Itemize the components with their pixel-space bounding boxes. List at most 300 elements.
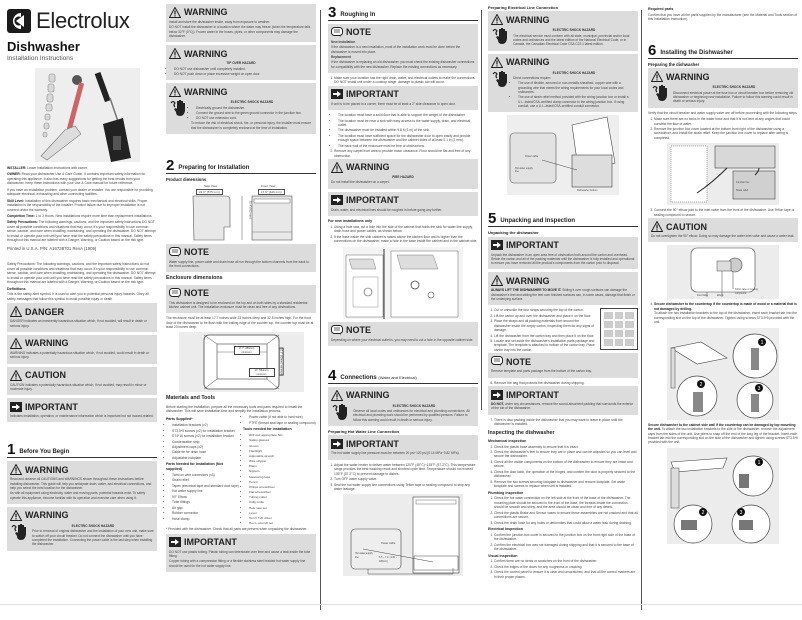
definitions-title: Definitions: [7, 286, 26, 291]
note-text: Depending on where your electrical outlet is, you may need to cut a hole in the opposite cabinet side.: [331, 337, 474, 342]
electrical-connection-figure: [507, 115, 619, 195]
alert-triangle-icon: [491, 14, 503, 25]
warning-title: WARNING: [506, 275, 550, 286]
callout-1: 1: [760, 339, 764, 346]
column-divider: [641, 10, 642, 610]
section-title: Before You Begin: [19, 449, 70, 456]
teflon-label: Teflon tape or sealing compound: [735, 288, 758, 295]
note-icon: [169, 288, 181, 299]
alert-triangle-icon: [10, 338, 22, 349]
warning-title: WARNING: [184, 86, 228, 97]
list-item: • Hole saw set: [249, 506, 316, 510]
side-mount-lead: Secure dishwasher to the cabinet side wall if the countertop can be damaged by top mounting the unit.: [648, 422, 796, 432]
inspecting-title: Inspecting the dishwasher: [488, 429, 555, 436]
parts-supplied-title: Parts Supplied*: [166, 417, 193, 422]
list-item: • Flat screwdriver: [249, 490, 316, 494]
warning-title: WARNING: [25, 464, 69, 475]
carton-figure: [600, 308, 638, 350]
warning-text: Observe all local codes and ordinances for electrical and plumbing connections. All electrical and plumbing work should be performed by qualified persons. Failure to follow this warning could result in death or serious injury.: [353, 409, 470, 422]
roughing-note-box: [328, 24, 478, 73]
warning-text-2: As with all equipment using electricity, water and moving parts, potential hazards exist. To safely operate this appliance, become familiar with its operation and exercise care when using it.: [10, 491, 146, 500]
step-1: 1. Make sure your location has the right drain, water, and electrical outlets to make the connections. DO NOT install unit under a cooktop range, damage to plastic tub will occur.: [334, 76, 478, 85]
list-item: 1. Confirm the junction box cover is secured to the junction box on the front right side of the base of the dishwasher.: [494, 533, 638, 542]
countertop-bracket-figure: [667, 328, 779, 420]
height-dimension: 32.4" (822 mm): [248, 200, 252, 219]
warning-text: Sliding it over rough surfaces can damage the dishwasher's feet and sliding the feet over finished surfaces can, in some cases, damage that finish or the underlying surface.: [491, 288, 635, 302]
note-title: NOTE: [506, 356, 532, 367]
warning-text-2: DO NOT install the dishwasher in a location where the water may freeze (when the temperature falls below 32°F (0°C)). Frozen water in the hoses, pipes, or other components may damage the dishwasher.: [169, 25, 311, 38]
visual-inspection-title: Visual inspection: [488, 553, 518, 558]
parts-supplied-list: [172, 423, 239, 460]
parts-extra-list: [249, 415, 316, 425]
alert-triangle-icon: [169, 48, 181, 59]
important-text: DO NOT use plastic tubing. Plastic tubing can deteriorate over time and cause a leak inside the tube fitting.: [169, 549, 311, 559]
important-title: IMPORTANT: [25, 401, 78, 412]
list-item: • Adjustment caps (x2): [172, 445, 239, 449]
required-parts-text: Confirm that you have all the parts supplied by the manufacturer (see the Material and Tools section of this Installation Instruction).: [648, 12, 798, 22]
mechanical-inspection-title: Mechanical inspection: [488, 438, 527, 443]
list-item: • ST3.5*9 screws (x2) for installation bracket: [172, 429, 239, 433]
page-3: [325, 0, 485, 620]
side-width-dimension: 22.6" (575 mm): [196, 189, 223, 195]
list-item: • Power cable (if not able to hard wire): [249, 415, 316, 419]
step-2: 2. Lift the carton up and over the dishwasher and place it on the floor.: [494, 314, 596, 318]
hazard-subtitle: ELECTRIC SHOCK HAZARD: [552, 70, 596, 75]
list-item: • Pliers: [249, 464, 316, 468]
callout-1: 1: [757, 459, 761, 466]
inlet-valve-figure: [667, 245, 779, 299]
important-text: Drain, water, and electrical lines should be roughed in before going any further.: [331, 207, 443, 212]
arrow-right-icon: [331, 439, 343, 449]
warning-text: Install and store the dishwasher inside, away from exposure to weather.: [169, 20, 270, 24]
hazard-subtitle: ELECTRIC SHOCK HAZARD: [71, 524, 115, 529]
tip-over-warning-box: [166, 45, 316, 80]
weather-warning-box: [166, 4, 316, 42]
unpacking-title: Unpacking the dishwasher: [488, 230, 539, 236]
danger-definition-box: [7, 303, 157, 332]
list-item: • Cable tie for drain hose: [172, 450, 239, 454]
list-item: • Air gap: [172, 506, 239, 510]
section-5-header: [488, 212, 638, 227]
note-title: NOTE: [184, 247, 210, 258]
caution-definition-box: [7, 367, 157, 396]
hot-water-line-label: Hot water supply line: [515, 167, 533, 174]
before-shock-warning-box: [7, 507, 157, 551]
important-title: IMPORTANT: [346, 89, 399, 100]
important-text: Unpack the dishwasher in an open area free of obstruction both around the carton and overhead. Retain the carton and all of the packing materials until the dishwasher is fully installed and operational to ensure you have removed all the product's components from the carton prior to disposal.: [491, 252, 635, 266]
time-text: 1 to 3 Hours. New installations require more time than replacement installations.: [35, 213, 153, 218]
list-item: • DO NOT push down or place excessive weight on open door.: [174, 72, 313, 76]
section-number: 3: [328, 4, 337, 21]
installer-label: INSTALLER:: [7, 166, 27, 170]
step-1: 1. Adjust the water heater to deliver water between 120°F (49°C)~135°F (57.2°C). This temperature range provides the best washing result and shortest cycle time. Temperature should not exceed 135°F (57.2°C) to prevent damage to dishes.: [334, 463, 478, 476]
list-item: • DO NOT use dishwasher until completely installed.: [174, 67, 313, 71]
template-note-box: [488, 353, 638, 377]
section-title: Roughing In: [340, 11, 376, 18]
warning-title: WARNING: [506, 14, 550, 25]
step-1: 1. Make sure there are no kinks in the water hose and that it is not bent at any angles that could constrict the flow of water.: [654, 117, 798, 126]
parts-needed-title: Parts Needed for Installation (Not supplied): [166, 462, 223, 472]
preparing-dishwasher-title: Preparing the dishwasher: [648, 61, 700, 67]
section-number: 5: [488, 210, 497, 228]
materials-text: Before starting the installation, prepare all the necessary tools and parts required to install the dishwasher. This will save installation time and simplify the installation process.: [166, 404, 303, 414]
list-item: • Hex L-wrench set: [249, 521, 316, 525]
list-item: • The back wall of the enclosure must be free of obstructions.: [338, 144, 478, 148]
inlet-valve-label: Inlet Valve: [697, 294, 708, 298]
page-bottom-divider: [0, 604, 802, 605]
note-text: This dishwasher is designed to be enclosed on the top and on both sides by a standard residential kitchen cabinet unit. The installation enclosure must be clean and free of any obstructions.: [169, 300, 308, 309]
owner-text: Read your dishwasher Use & Care Guide. It contains important safety information for operating this appliance. It also has many suggestions for getting the best results from your dishwasher. Keep these instructions with your Use & Care manual for future reference.: [7, 172, 146, 186]
arrow-right-icon: [331, 195, 343, 205]
warning-title: WARNING: [25, 510, 69, 521]
page-cover: [0, 0, 160, 620]
caution-text: CAUTION indicates a potentially hazardous situation which, if not avoided, may result in minor or moderate injury.: [10, 382, 147, 391]
hazard-subtitle: ELECTRIC SHOCK HAZARD: [392, 403, 436, 408]
document-subtitle: Installation Instructions: [7, 55, 74, 63]
front-width-dimension: 17.6" (446 mm): [258, 189, 285, 195]
list-item: • 90° Elbow: [172, 495, 239, 499]
step-3: 3. Connect the 90° elbow joint to the inlet valve from the front of the dishwasher. Use Teflon tape or sealing compound to secure.: [654, 208, 798, 217]
pressure-important-box: [328, 435, 478, 459]
electric-shock-hand-icon: [491, 27, 511, 45]
alert-triangle-icon: [10, 370, 22, 381]
note-enclosure-box: [166, 285, 316, 314]
front-view-label: Front View: [261, 183, 276, 188]
distance-label: 5.5 ~ 7 in. (140 ~ 180mm): [379, 556, 398, 563]
hazard-subtitle: ELECTRIC SHOCK HAZARD: [552, 28, 596, 33]
list-item: • The use of flexible, armored or non-metallic sheathed, copper wire with a grounding wire that meets the wiring requirements for your local codes and ordinances.: [518, 81, 635, 94]
warning-text: Do not install the dishwasher on a carpet.: [331, 180, 390, 185]
power-cable-label: Power cable: [525, 155, 539, 159]
list-item: • Pencil: [249, 480, 316, 484]
column-divider: [481, 10, 482, 410]
arrow-right-icon: [491, 240, 503, 250]
important-text-2: Copper tubing with a compression fitting or a flexible stainless steel braided hot water supply line should be used for the hot water supply line.: [169, 559, 306, 568]
warning-text: The electrical service must conform with all state, municipal, provincial and/or local codes and ordinances and the latest edition of the National Electrical Code, or in Canada, the Canadian Electrical Code CSA C22.1 latest edition.: [513, 33, 630, 47]
step-4-lead: Secure dishwasher to the countertop if the countertop is made of wood or a material that is not damaged by drilling.: [654, 302, 797, 311]
warning-text: Prior to removal of original dishwasher and the installation of your new unit, make sure to switch off your circuit breaker. Do not connect the dishwasher until you have completed the installation. Connecting the power cable is the last step when installing the dishwasher.: [32, 529, 154, 547]
step-5: 5. Locate and set aside the dishwasher's installation parts package and template. The template is attached to bottom of the carton tray. Place carton tray into the carton.: [494, 339, 596, 352]
electric-shock-hand-icon: [651, 84, 671, 102]
precautions-repeat: Safety Precautions: The following warnings, cautions, and the important safety instructions do not cover all possible conditions and situations that may occur. It's your responsibility to use common sense, caution, and care when installing, maintaining, and operating the dishwasher. DO NOT attempt to install or operate your unit until you have read the safety precautions in this manual. Safety items throughout this manual are labeled with a Danger, Warning, or Caution based on the risk type.: [7, 262, 156, 285]
strain-relief-label: Strain relief: [736, 189, 749, 193]
list-item: • Safety glasses: [249, 438, 316, 442]
new-installations-title: For new installations only: [328, 218, 373, 223]
section-number: 6: [648, 41, 657, 59]
list-item: • Wire stripper: [249, 459, 316, 463]
list-item: • Level: [249, 511, 316, 515]
list-item: 1. Check the hot water connection on the left side at the front of the base of the dishwasher. The mounting plate should be secured to the front of the base, the threads inside the connection should be smooth and shiny, and the area should be clean and free of any debris.: [494, 496, 638, 509]
section-number: 2: [166, 157, 175, 175]
power-disconnect-warning-box: [648, 68, 798, 107]
warning-text: WARNING indicates a potentially hazardous situation which, if not avoided, could result in death or serious injury.: [10, 350, 149, 360]
step-3: 3. Seal the hot water supply line connections using Teflon tape or sealing compound to stop any water leakage.: [334, 483, 478, 492]
warning-title: WARNING: [25, 338, 69, 349]
step-3: 3. Place the straps and all packing materials from around the dishwasher inside the empty carton, inspecting them for any signs of damage.: [494, 319, 596, 332]
section-title: Connections: [340, 374, 377, 381]
page-4: [485, 0, 645, 620]
step-2: 2. If the base inside the sink cabinet is raised above the kitchen floor and is higher than the connections on the dishwasher, make a hole in the base inside the cabinet and in the cabinet side.: [334, 235, 478, 244]
tools-list: [249, 433, 316, 525]
precautions-text: The following warnings, cautions, and the important safety instructions DO NOT cover all possible conditions and situations that may occur. It's your responsibility to use common sense, caution, and care when installing, maintaining, and operating the dishwasher. DO NOT attempt to install or operate your unit until you have read the safety precautions in this manual. Safety items throughout this manual are labeled with a Danger, Warning, or Caution based on the risk type.: [7, 220, 156, 243]
note-text: Remove template and parts package from the bottom of the carton tray.: [491, 369, 592, 374]
list-item: 5. Remove the two screws securing kickplate to dishwasher and remove kickplate. Set aside kickplate and screws to replace when unit is installed.: [494, 480, 638, 489]
list-item: 2. Check the edges of the doors for any roughness or cracking.: [494, 565, 638, 569]
product-title: Dishwasher: [7, 38, 80, 54]
list-item: • Adjustable kickplate: [172, 456, 239, 460]
important-title: IMPORTANT: [346, 195, 399, 206]
danger-title: DANGER: [25, 306, 65, 317]
alert-triangle-icon: [169, 86, 181, 97]
page-5: [645, 0, 802, 620]
time-label: Completion Time:: [7, 213, 35, 218]
direct-connection-warning-box: [488, 54, 638, 113]
note-title: NOTE: [346, 324, 372, 335]
list-item: • Adjustable wrench: [249, 454, 316, 458]
list-item: • Torx® T20 driver: [249, 516, 316, 520]
owner-label: OWNER:: [7, 172, 21, 177]
dishwasher-bottom-label: Dishwasher bottom: [577, 189, 598, 193]
brand-logo: [7, 6, 157, 36]
product-dimensions-title: Product dimensions: [166, 177, 207, 183]
warning-lead: Direct connections require:: [513, 75, 551, 80]
new-installation-title: New installation: [331, 40, 356, 44]
list-item: • The location must have a solid floor that is able to support the weight of the dishwasher.: [338, 113, 478, 117]
important-title: IMPORTANT: [506, 239, 559, 250]
enclosure-text: The enclosure must be at least 17.7 inches wide 23 inches deep and 32.5 inches high. For the front door of the dishwasher to be flush with the trailing edge of the counter top, the counter top must be at least 23 inches deep.: [166, 316, 314, 329]
power-cable-label: Power cable: [381, 542, 396, 546]
step-2: 2. Remove the junction box cover located at the bottom front right of the dishwasher using a screwdriver, and install the strain relief. Keep the junction box cover to replace after wiring is completed.: [654, 127, 798, 140]
lift-warning-box: [488, 272, 638, 305]
list-item: • PTFE (thread seal tape or sealing compound): [249, 421, 316, 425]
list-item: • Tapes (electrical tape and standard duct tape): [172, 484, 239, 488]
list-item: 1. Check the plastic base assembly to ensure that it is intact.: [494, 445, 638, 449]
important-title: IMPORTANT: [506, 389, 559, 400]
enclosure-dimensions-title: Enclosure dimensions: [166, 275, 223, 282]
hazard-subtitle: ELECTRIC SHOCK HAZARD: [230, 100, 274, 105]
section-title: Installing the Dishwasher: [660, 49, 733, 56]
step-4: 4. Lift the dishwasher from the carton tray and then place it on the floor.: [494, 334, 596, 338]
caution-title: CAUTION: [25, 369, 66, 380]
rough-in-important-box: [328, 192, 478, 216]
callout-2: 2: [701, 509, 705, 516]
side-view-label: Side View: [204, 183, 218, 188]
arrow-right-icon: [331, 89, 343, 99]
column-divider: [320, 10, 321, 610]
warning-title: WARNING: [666, 71, 710, 82]
callout-2: 2: [699, 381, 703, 388]
alert-triangle-icon: [651, 221, 663, 232]
warning-text: Read and observe all CAUTIONS and WARNINGS shown throughout these instructions before installing dishwasher. This guide will help you anticipate drain, water, and electrical connections, and help you select the best location for the dishwasher.: [10, 477, 152, 491]
list-item: • The location must have sufficient space for the dishwasher door to open easily and provide enough space between the dishwasher and the cabinet sides of at least 0.1 in (2 mm).: [338, 134, 478, 143]
list-item: 3. Check the control panel to ensure it is clear and unscratched, and that all the control markers are in their proper places.: [494, 570, 638, 579]
list-item: • The location must be near a sink with easy access to the water supply, drain, and electrical outlet.: [338, 119, 478, 128]
warning-title: WARNING: [184, 48, 228, 59]
alert-triangle-icon: [10, 510, 22, 521]
warning-title: WARNING: [506, 57, 550, 68]
list-item: • DO NOT use extension cord.: [196, 116, 313, 120]
warning-title: WARNING: [346, 390, 390, 401]
section-6-header: [648, 41, 798, 59]
list-item: 2. Check the plastic Brake and Sensor cases to ensure these assemblies are not cracked and that all connections are secure.: [494, 511, 638, 520]
note-text: Water supply line, power cable and drain hose all run through the bottom channels from the back to the front connections.: [169, 259, 309, 269]
step-2: 2. Turn OFF water supply valve.: [334, 477, 478, 481]
list-item: 3. Check all the visible components on the bottom of the dishwasher to ensure they are intact and secure.: [494, 460, 638, 469]
corner-important-box: [328, 86, 478, 110]
enclosure-width: 17.7" (450mm) minimum: [234, 346, 260, 354]
enclosure-height: 32.5" (826mm) minimum: [279, 349, 283, 376]
list-item: 4. Check the door latch, the operation of the hinges, and confirm the door is properly secured to the dishwasher.: [494, 470, 638, 479]
parts-needed-list: [172, 473, 239, 521]
list-item: • Tubing cutter: [249, 495, 316, 499]
list-item: • Philips screwdriver: [249, 485, 316, 489]
definitions-text: This is the safety alert symbol. It is used to alert you to potential personal injury hazards. Obey all safety messages that follow this symbol to avoid possible injury or death.: [7, 292, 149, 301]
list-item: 2. Confirm the electrical box was not damaged during shipping and that it is secured to the base of the dishwasher.: [494, 543, 638, 552]
step-6: 6. Remove the bag that protects the dishwasher during shipping.: [494, 381, 638, 385]
tools-title: Tools needed for installation: [243, 427, 292, 432]
alert-triangle-icon: [10, 306, 22, 317]
fire-warning-box: [328, 159, 478, 189]
list-item: • Strain relief: [172, 478, 239, 482]
callout-3: 3: [739, 509, 743, 516]
section-3-header: [328, 6, 478, 21]
arrow-right-icon: [491, 390, 503, 400]
list-item: • ST4*16 screws (x2) for installation bracket: [172, 434, 239, 438]
list-item: • The use of strain relief method provided with the wiring junction box or install a U.L.-listed/CSA-certified clamp connector to the wiring junction box. If using conduit, use a U.L.-listed/CSA-certified conduit connector.: [518, 95, 635, 108]
problem-text: If you have an installation problem, contact your dealer or installer. You are responsible for providing adequate electrical, exhausting and other connecting facilities.: [7, 187, 153, 197]
section-2-header: [166, 159, 316, 174]
section-subtitle: (Water and Electrical): [378, 374, 417, 380]
step-2: 2. Remove any carpet from area to provide motor clearance. Floor should be flat and free of any obstruction.: [334, 149, 478, 158]
alert-triangle-icon: [10, 464, 22, 475]
list-item: • Twist on wire connectors (x3): [172, 473, 239, 477]
warning-text: To reduce the risk of electrical shock, fire, or personal injury, the installer must ensure that the dishwasher is completely enclosed at the time of installation.: [191, 121, 312, 130]
step-4-text: To attach the two installation brackets to the top of the dishwasher, insert each bracket tab into the corresponding slot on the top of the dishwasher. Tighten using screws ST3.5*9 provided with the unit.: [654, 311, 797, 325]
step-1: 1. Using a hole saw, cut a hole into the side of the cabinet that holds the sink for water line supply, drain hose and power cables, as shown below.: [334, 225, 478, 234]
section-number: 1: [7, 441, 16, 459]
electrical-inspection-title: Electrical inspection: [488, 526, 523, 531]
arrow-right-icon: [169, 537, 181, 547]
precautions-label: Safety Precautions:: [7, 220, 38, 225]
printed-info: Printed in U.S.A. P/N: A16738701 RevA (1909): [7, 245, 97, 251]
warning-title: WARNING: [346, 162, 390, 173]
caution-text: Do not overtighten the 90° elbow. Doing so may damage the water inlet valve and cause a water leak.: [651, 234, 795, 239]
list-item: • Rubber connector: [172, 511, 239, 515]
list-item: 1. Confirm there are no dents or scratches on the front of the dishwasher.: [494, 559, 638, 563]
important-definition-box: [7, 398, 157, 422]
note-icon: [331, 27, 343, 38]
electrical-line-title: Preparing Electrical Line Connection: [488, 5, 559, 10]
alert-triangle-icon: [491, 57, 503, 68]
hot-water-figure: [343, 494, 463, 576]
warning-lead: ALWAYS LIFT THE DISHWASHER TO MOVE IT.: [491, 288, 562, 293]
hot-water-line-label: Hot water supply line: [355, 552, 373, 559]
callout-3: 3: [757, 385, 761, 392]
arrow-right-icon: [10, 402, 22, 412]
replacement-text: If the dishwasher is replacing an old dishwasher, you must check the existing dishwasher connections for compatibility with the new dishwasher. Replace the existing connections as necessary.: [331, 60, 475, 69]
alert-triangle-icon: [169, 7, 181, 18]
list-item: • Hot water supply line: [172, 489, 239, 493]
list-item: • Condensation strip: [172, 440, 239, 444]
important-lead: DO NOT,: [491, 402, 504, 407]
list-item: • Gloves: [249, 444, 316, 448]
hazard-subtitle: ELECTRIC SHOCK HAZARD: [712, 85, 756, 90]
cabinet-hole-figure: [343, 247, 463, 319]
hot-water-title: Preparing Hot Water Line Connection: [328, 429, 399, 435]
plumbing-inspection-title: Plumbing inspection: [488, 490, 524, 495]
important-text: under any circumstances, remove the sound-absorbent padding that surrounds the exterior of the tub of the dishwasher.: [491, 402, 634, 411]
important-text: The hot water supply line pressure must be between 20 psi~120 psi (0.14 MPa~0.82 MPa).: [331, 451, 460, 456]
list-item: • Nippers: [249, 469, 316, 473]
junction-box-label: Junction box: [736, 181, 750, 185]
product-dimensions-figure: [166, 184, 316, 244]
replacement-title: Replacement: [331, 54, 351, 59]
electric-shock-hand-icon: [10, 523, 30, 541]
junction-box-figure: [667, 143, 779, 205]
tubing-important-box: [166, 534, 316, 572]
caution-title: CAUTION: [666, 221, 707, 232]
warning-definition-box: [7, 335, 157, 364]
side-bracket-figure: [667, 448, 779, 544]
elec-code-warning-box: [488, 11, 638, 50]
electrolux-logo-icon: [7, 9, 31, 33]
note-icon: [331, 325, 343, 336]
note-title: NOTE: [346, 27, 372, 38]
enclosure-depth: 23" (584mm) minimum: [249, 368, 275, 376]
side-mount-text: To attach the two installation brackets to the side of the dishwasher, remove the adjustment caps from the sides of the unit. Use pliers to snap off the end of the long leg of the bracket. Insert each bracket tab into the corresponding slot on the side of the dishwasher and tighten using screws ST3.5*9 provided with the unit.: [648, 427, 798, 445]
list-item: • Drill and appropriate bits: [249, 433, 316, 437]
alert-triangle-icon: [491, 275, 503, 286]
footnote: * Provided with the dishwasher. Check that all parts are present when unpacking the dishwasher.: [166, 527, 308, 532]
page-2: [163, 0, 323, 620]
section-1-header: [7, 443, 157, 458]
danger-text: DANGER indicates an imminently hazardous situation which, if not avoided, will result in death or serious injury.: [10, 319, 147, 328]
list-item: 3. Check the drain hose for any holes or deformities that could allow a water leak during draining.: [494, 521, 638, 525]
important-text: If unit is to be placed in a corner, there must be at least a 2" side clearance to open door.: [331, 101, 456, 106]
list-item: • Electrically ground the dishwasher.: [196, 106, 313, 110]
list-item: • Connect the ground wire to the green ground connector in the junction box.: [196, 111, 313, 115]
important-title: IMPORTANT: [184, 537, 237, 548]
warning-text: Disconnect electrical power at the fuse box or circuit breaker box before removing old dishwasher or beginning new installation. Failure to follow this warning could result in death or serious injury.: [673, 90, 794, 104]
note-icon: [491, 356, 503, 367]
section-title: Unpacking and Inspection: [500, 218, 576, 225]
list-item: • The dishwasher must be installed within 9.8 ft (3 m) of the sink.: [338, 128, 478, 132]
alert-triangle-icon: [331, 390, 343, 401]
before-warning-box: [7, 461, 157, 504]
codes-warning-box: [328, 387, 478, 426]
list-item: • Installation brackets (x2): [172, 423, 239, 427]
list-item: • Flashlight: [249, 449, 316, 453]
list-item: • Hose clamp: [172, 517, 239, 521]
step-7: 7. There is also packing inside the dishwasher that you may want to leave in place until the dishwasher is installed.: [494, 418, 638, 427]
verify-text: Verify that the circuit breaker and water supply valve are off before proceeding with the following steps.: [648, 110, 798, 115]
new-installation-text: If the dishwasher is a new installation, most of the installation work must be done before the dishwasher is moved into place.: [331, 45, 461, 54]
alert-triangle-icon: [651, 71, 663, 82]
required-parts-title: Required parts: [648, 7, 674, 11]
outlet-note-box: [328, 322, 478, 346]
elbow-label: Elbow: [717, 294, 724, 298]
hazard-subtitle: TIP OVER HAZARD: [226, 61, 256, 66]
electric-shock-hand-icon: [331, 403, 351, 421]
important-title: IMPORTANT: [346, 438, 399, 449]
section-4-header: [328, 366, 478, 384]
note-supply-box: [166, 244, 316, 273]
installer-text: Leave installation instructions with owner.: [27, 166, 88, 170]
enclosure-figure: [179, 332, 304, 392]
section-title: Preparing for Installation: [178, 164, 250, 171]
unpack-important-box: [488, 237, 638, 270]
step-1: 1. Cut or unbuckle the four straps securing the top of the carton.: [494, 308, 596, 312]
